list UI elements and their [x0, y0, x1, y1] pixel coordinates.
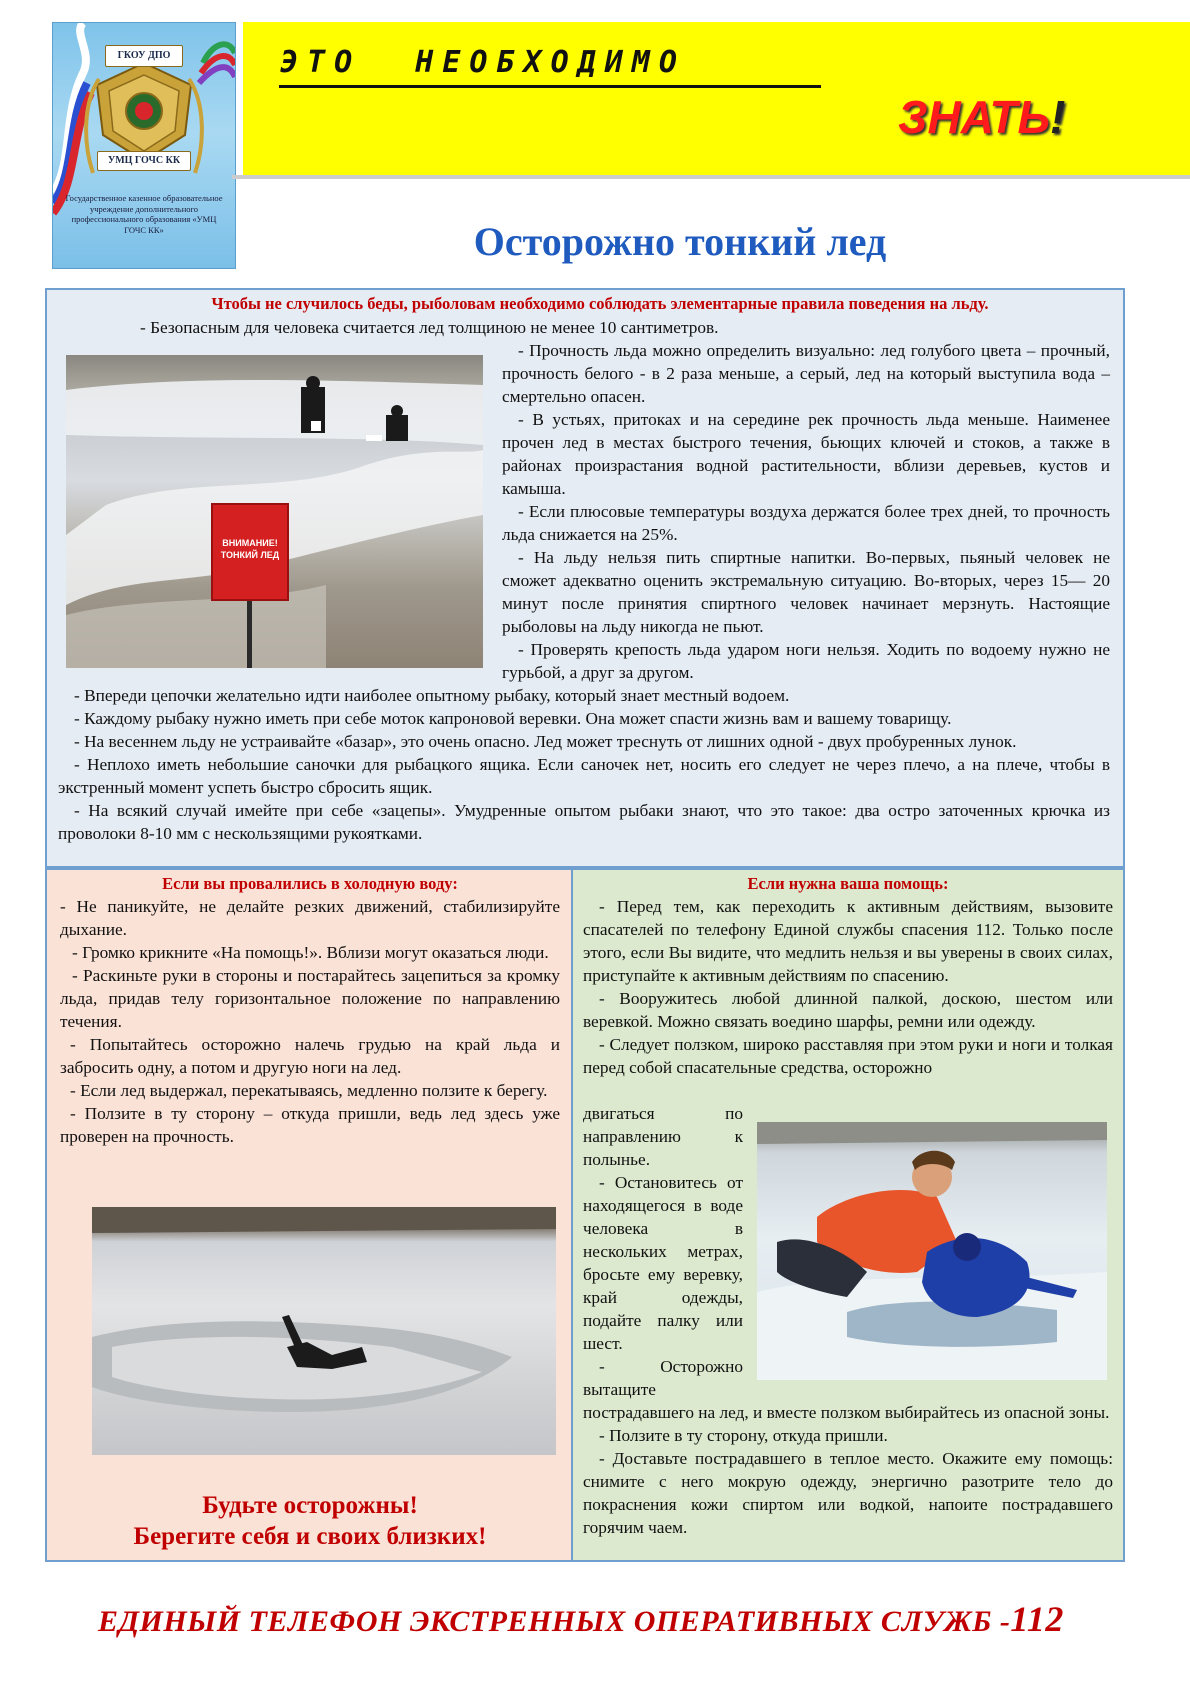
closing-line-2: Берегите себя и своих близких!	[133, 1523, 487, 1550]
sign-post	[247, 601, 252, 668]
ice-fishermen-photo	[66, 355, 483, 668]
rules-full-paragraph: - На всякий случай имейте при себе «зацепы». Умудренные опытом рыбаки знают, что это такое: два остро заточенных крючка из проволоки 8-10 мм с нескользящими рукоятками.	[58, 801, 1110, 843]
fell-through-heading: Если вы провалились в холодную воду:	[162, 874, 458, 893]
rules-side-paragraph: - На льду нельзя пить спиртные напитки. Во-первых, пьяный человек не сможет адекватно оценить экстремальную ситуацию. Во-вторых, через 15— 20 минут после принятия спиртного человек начинает мерзнуть. Настоящие рыболовы на льду никогда не пьют.	[502, 548, 1110, 636]
help-paragraph: - Перед тем, как переходить к активным действиям, вызовите спасателей по телефону Единой службы спасения 112. Только после этого, если Вы видите, что медлить нельзя и вы уверены в своих силах, приступайте к активным действиям по спасению.	[583, 897, 1113, 985]
logo-top-label: ГКОУ ДПО	[105, 45, 183, 67]
fell-through-paragraph: - Громко крикните «На помощь!». Вблизи могут оказаться люди.	[72, 943, 549, 962]
fell-through-paragraph: - Ползите в ту сторону – откуда пришли, ведь лед здесь уже проверен на прочность.	[60, 1104, 560, 1146]
rules-full-paragraph: - Каждому рыбаку нужно иметь при себе моток капроновой веревки. Она может спасти жизнь вам и вашему товарищу.	[74, 709, 952, 728]
banner-underline	[279, 85, 821, 88]
rules-heading: Чтобы не случилось беды, рыболовам необходимо соблюдать элементарные правила поведения на льду.	[211, 294, 989, 313]
banner-line-1: ЭТО НЕОБХОДИМО	[280, 45, 686, 80]
warning-sign: ВНИМАНИЕ! ТОНКИЙ ЛЕД	[211, 503, 289, 601]
rules-full-paragraph: - Впереди цепочки желательно идти наиболее опытному рыбаку, который знает местный водоем.	[74, 686, 790, 705]
footer-emergency-line	[98, 1598, 1118, 1640]
rescue-photo	[757, 1122, 1107, 1380]
help-paragraph: - Остановитесь от находящегося в воде человека в нескольких метрах, бросьте ему веревку, край одежды, подайте палку или шест.	[583, 1173, 743, 1353]
help-paragraph: - Вооружитесь любой длинной палкой, доскою, шестом или веревкой. Можно связать воедино шарфы, ремни или одежду.	[583, 989, 1113, 1031]
footer-text: ЕДИНЫЙ ТЕЛЕФОН ЭКСТРЕННЫХ ОПЕРАТИВНЫХ СЛУЖБ -	[98, 1605, 1011, 1638]
help-narrow-column	[583, 1102, 743, 1401]
page-title: Осторожно тонкий лед	[473, 219, 887, 264]
rules-side-paragraph: - В устьях, притоках и на середине рек прочность льда меньше. Наименее прочен лед в местах быстрого течения, бьющих ключей и стоков, а также в районах произрастания водной растительности, вблизи деревьев, кустов и камыша.	[502, 410, 1110, 498]
rules-side-paragraph: - Прочность льда можно определить визуально: лед голубого цвета – прочный, прочность белого - в 2 раза меньше, а серый, лед на который выступила вода – смертельно опасен.	[502, 341, 1110, 406]
footer-number: 112	[1010, 1599, 1064, 1639]
help-paragraph: - Доставьте пострадавшего в теплое место. Окажите ему помощь: снимите с него мокрую одежду, энергично разотрите тело до покраснения кожи спиртом или водкой, напоите пострадавшего горячим чаем.	[583, 1449, 1113, 1537]
banner-line-2-text: ЗНАТЬ	[898, 91, 1051, 143]
help-paragraph: - Следует ползком, широко расставляя при этом руки и ноги и толкая перед собой спасательные средства, осторожно	[583, 1035, 1113, 1077]
help-paragraph: двигаться по направлению к полынье.	[583, 1104, 743, 1169]
rules-side-paragraph: - Проверять крепость льда ударом ноги нельзя. Ходить по водоему нужно не гурьбой, а друг за другом.	[502, 640, 1110, 682]
rules-full-paragraph: - На весеннем льду не устраивайте «базар», это очень опасно. Лед может треснуть от лишних одной - двух пробуренных лунок.	[74, 732, 1017, 751]
fell-through-paragraph: - Не паникуйте, не делайте резких движений, стабилизируйте дыхание.	[60, 897, 560, 939]
closing-line-1: Будьте осторожны!	[202, 1492, 418, 1519]
person-in-ice-hole-photo	[92, 1207, 556, 1455]
help-heading: Если нужна ваша помощь:	[747, 874, 949, 893]
banner-exclamation: !	[1050, 91, 1066, 143]
rules-side-paragraph: - Если плюсовые температуры воздуха держатся более трех дней, то прочность льда снижается на 25%.	[502, 502, 1110, 544]
rules-side-list	[502, 339, 1110, 684]
help-list-bottom	[583, 1401, 1113, 1539]
banner-line-2	[898, 90, 1065, 144]
fell-through-paragraph: - Раскиньте руки в стороны и постарайтесь зацепиться за кромку льда, придав телу горизонтальное положение по направлению течения.	[60, 966, 560, 1031]
organization-logo	[52, 22, 236, 269]
fell-through-paragraph: - Если лед выдержал, перекатываясь, медленно ползите к берегу.	[70, 1081, 548, 1100]
help-paragraph: пострадавшего на лед, и вместе ползком выбирайтесь из опасной зоны.	[583, 1403, 1110, 1422]
rules-full-paragraph: - Неплохо иметь небольшие саночки для рыбацкого ящика. Если саночек нет, носить его следует не через плечо, а на плече, чтобы в экстренный момент успеть быстро сбросить ящик.	[58, 755, 1110, 797]
help-paragraph: - Осторожно вытащите	[583, 1357, 743, 1399]
rules-paragraph: - Безопасным для человека считается лед толщиною не менее 10 сантиметров.	[140, 318, 719, 337]
rules-full-list	[58, 684, 1110, 845]
help-list	[583, 895, 1113, 1079]
help-paragraph: - Ползите в ту сторону, откуда пришли.	[599, 1426, 888, 1445]
fell-through-list	[60, 895, 560, 1148]
logo-description: Государственное казенное образовательное учреждение дополнительного профессионального образования «УМЦ ГОЧС КК»	[65, 193, 223, 235]
banner-shadow	[232, 175, 1190, 179]
fell-through-paragraph: - Попытайтесь осторожно налечь грудью на край льда и забросить одну, а потом и другую ноги на лед.	[60, 1035, 560, 1077]
logo-bottom-label: УМЦ ГОЧС КК	[97, 151, 191, 171]
